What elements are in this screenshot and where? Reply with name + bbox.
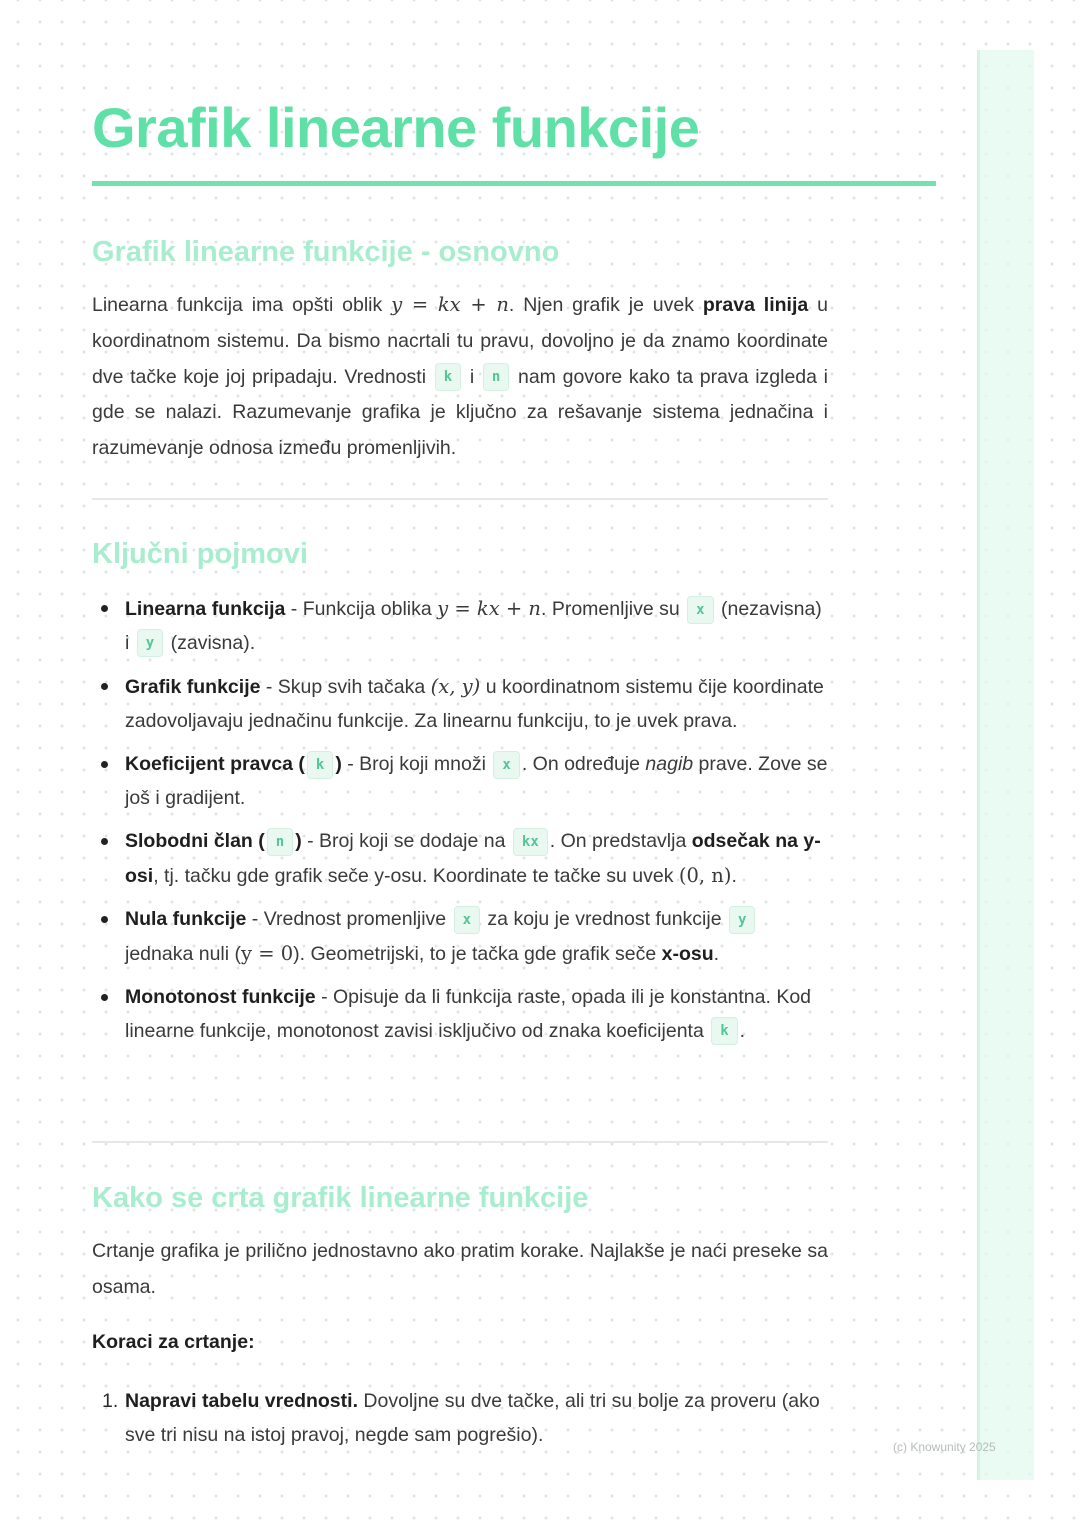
section-divider [92, 1141, 828, 1143]
bold-text: prava linija [702, 294, 809, 316]
intro-paragraph: Linearna funkcija ima opšti oblik y = kx + n. Njen grafik je uvek prava linija u koordinatnom sistemu. Da bismo nacrtali tu pravu, dovoljno je da znamo koordinate dve tačke koje joj pripadaju. Vrednosti k i n nam govore kako ta prava izgleda i gde se nalazi. Razumevanje grafika je ključno za rešavanje sistema jednačina i razumevanje odnosa između promenljivih. [92, 293, 829, 460]
key-terms-list [92, 592, 828, 1058]
inline-code: k [435, 363, 461, 391]
list-item: Koeficijent pravca ( k ) - Broj koji množi x . On određuje nagib prave. Zove se još i gradijent. [92, 748, 828, 815]
list-item: 1. Napravi tabelu vrednosti. Dovoljne su dve tačke, ali tri su bolje za proveru (ako sve tri nisu na istoj pravoj, negde sam pogrešio). [92, 1385, 828, 1452]
copyright-footer: (c) Knowunity 2025 [893, 1440, 996, 1454]
inline-code: k [711, 1017, 737, 1045]
step-number: 1. [102, 1390, 119, 1412]
section-heading-how-to: Kako se crta grafik linearne funkcije [92, 1182, 589, 1214]
section-divider [92, 498, 828, 500]
inline-code: x [493, 751, 519, 779]
inline-code: x [687, 596, 713, 624]
inline-code: k [307, 751, 333, 779]
inline-code: y [729, 906, 755, 934]
section-heading-basics: Grafik linearne funkcije - osnovno [92, 236, 560, 268]
list-item: Monotonost funkcije - Opisuje da li funkcija raste, opada ili je konstantna. Kod linearne funkcije, monotonost zavisi isključivo od znaka koeficijenta k . [92, 981, 828, 1048]
list-item: Nula funkcije - Vrednost promenljive x za koju je vrednost funkcije y jednaka nuli (y = 0). Geometrijski, to je tačka gde grafik seče x-osu. [92, 903, 828, 971]
page-title: Grafik linearne funkcije [92, 96, 700, 159]
steps-list [92, 1385, 828, 1452]
right-margin-strip [977, 50, 1034, 1480]
document-body [92, 92, 829, 1446]
inline-code: y [137, 629, 163, 657]
list-item: Linearna funkcija - Funkcija oblika y = kx + n. Promenljive su x (nezavisna) i y (zavisna). [92, 592, 828, 660]
list-item: Slobodni član ( n ) - Broj koji se dodaje na kx . On predstavlja odsečak na y-osi, tj. tačku gde grafik seče y-osu. Koordinate te tačke su uvek (0, n). [92, 825, 828, 893]
formula: y = 0 [241, 941, 294, 965]
inline-code: n [483, 363, 509, 391]
inline-code: kx [513, 828, 548, 856]
section-heading-key-terms: Ključni pojmovi [92, 538, 308, 570]
formula: (x, y) [430, 675, 481, 698]
formula: y = kx + n [437, 597, 541, 620]
formula: y = kx + n [391, 293, 509, 316]
how-to-paragraph: Crtanje grafika je prilično jednostavno ako pratim korake. Najlakše je naći preseke sa osama. [92, 1240, 828, 1298]
formula: (0, n) [678, 863, 732, 887]
inline-code: n [267, 828, 293, 856]
list-item: Grafik funkcije - Skup svih tačaka (x, y) u koordinatnom sistemu čije koordinate zadovoljavaju jednačinu funkcije. Za linearnu funkciju, to je uvek prava. [92, 670, 828, 738]
steps-heading: Koraci za crtanje: [92, 1331, 255, 1353]
title-underline [92, 181, 936, 186]
inline-code: x [454, 906, 480, 934]
